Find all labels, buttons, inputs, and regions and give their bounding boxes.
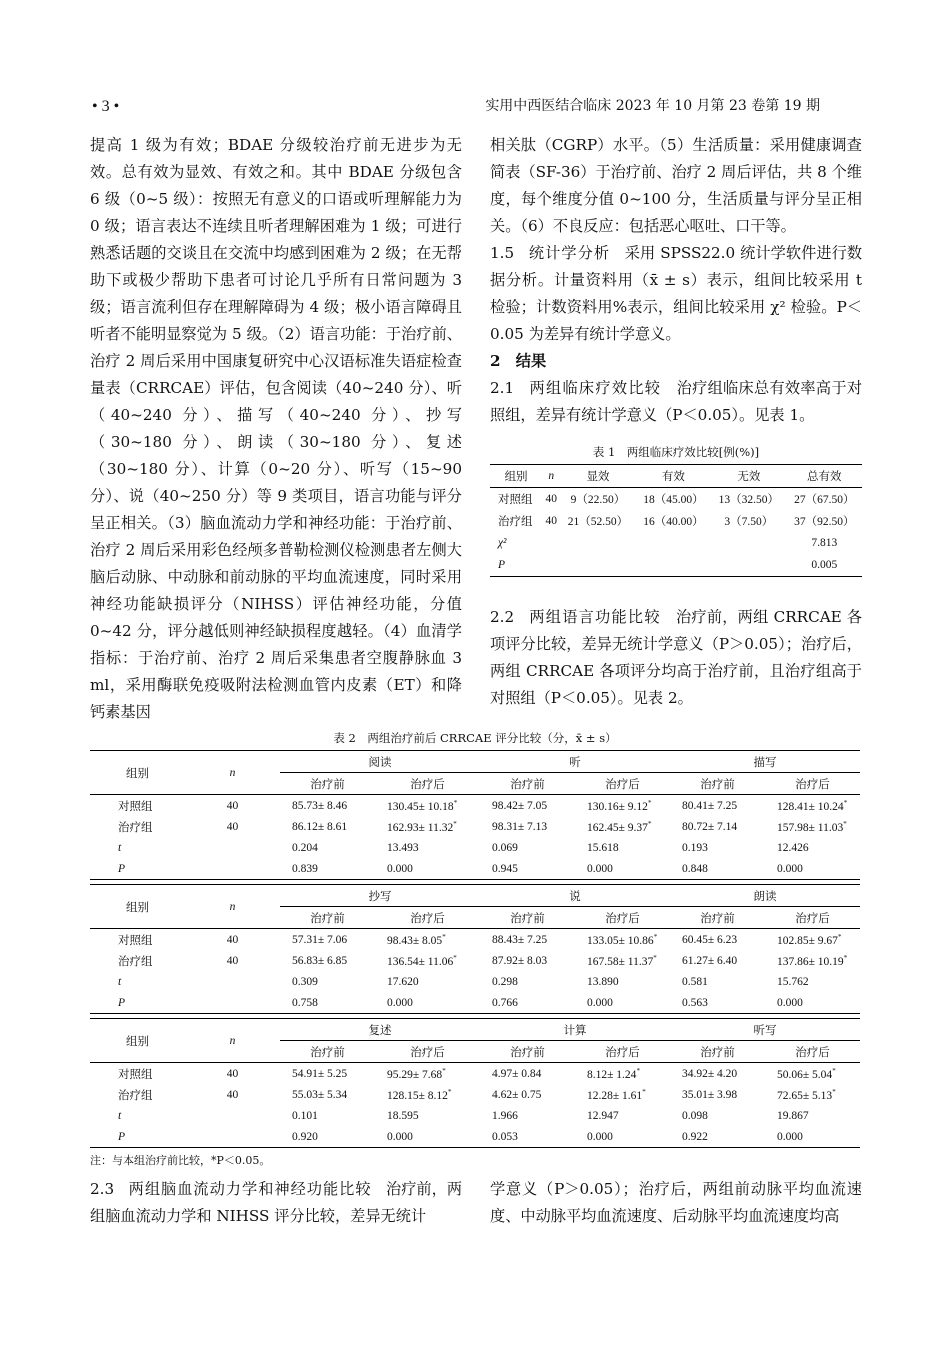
table-2-cell: 0.766 [492,996,518,1009]
table-1-header: 无效 [711,465,786,488]
table-1-cell: 13（32.50） [718,494,780,506]
table-2 [90,730,860,1168]
table-row [90,1105,860,1126]
table-2-cell: 40 [226,933,239,946]
table-2-cell: 对照组 [118,1068,153,1081]
time-header: 治疗后 [765,1041,860,1063]
table-2-cell: 17.620 [387,975,419,988]
table-1-cell [542,554,560,577]
table-2-cell: 0.000 [777,862,803,875]
table-2-cell: 12.426 [777,841,809,854]
table-2-cell: t [118,975,122,988]
item-header: 抄写 [280,885,480,907]
table-1-cell: 40 [545,493,557,505]
significance-mark: * [653,932,658,941]
table-2-cell [765,795,860,817]
table-1 [490,444,862,577]
page-number: • 3 • [92,98,120,115]
table-2-cell: 60.45± 6.23 [682,933,738,946]
table-2-cell: 12.947 [587,1109,619,1122]
time-header: 治疗前 [480,773,575,795]
table-2-cell: 98.42± 7.05 [492,799,548,812]
table-2-cell: 治疗组 [118,1089,153,1102]
table-2-cell: t [118,1109,122,1122]
table-2-cell [765,816,860,837]
table-2-cell: 98.31± 7.13 [492,820,548,833]
table-1-cell: 0.005 [811,559,838,571]
table-2-cell: 0.101 [292,1109,318,1122]
table-2-cell [575,816,670,837]
time-header: 治疗后 [375,1041,480,1063]
section-2-title: 2 结果 [490,352,547,370]
table-2-cell: 34.92± 4.20 [682,1067,738,1080]
table-2-cell: 40 [226,1088,239,1101]
cell-value: 162.93± 11.32 [387,821,454,834]
item-header: 复述 [280,1019,480,1041]
table-2-blocks [90,750,860,1148]
table-2-cell [185,1126,280,1148]
significance-mark: * [453,953,457,962]
cell-value: 98.43± 8.05 [387,934,443,947]
significance-mark: * [442,1066,446,1075]
cell-value: 95.29± 7.68 [387,1068,443,1081]
table-2-cell: 4.62± 0.75 [492,1088,542,1101]
table-1-header: 显效 [560,465,635,488]
section-2-2-title: 两组语言功能比较 [529,608,661,626]
table-1-grid [490,464,862,577]
table-1-cell: 18（45.00） [643,494,704,506]
table-row [90,795,860,817]
significance-mark: * [647,798,652,807]
table-1-cell [636,554,711,577]
cell-value: 128.41± 10.24 [777,800,844,813]
bottom-left-column [90,1176,462,1230]
table-1-header: n [542,465,560,488]
table-1-cell: 9（22.50） [570,494,626,506]
table-2-cell: 88.43± 7.25 [492,933,548,946]
right-column [490,132,862,429]
table-1-cell: χ² [498,537,507,549]
table-2-cell: P [118,1130,126,1143]
table-2-cell: 0.309 [292,975,318,988]
table-2-cell: 对照组 [118,800,153,813]
table-2-cell [765,950,860,971]
table-2-cell: 4.97± 0.84 [492,1067,542,1080]
table-2-cell: 15.762 [777,975,809,988]
table-2-cell: 0.298 [492,975,518,988]
significance-mark: * [837,932,842,941]
table-2-cell [185,992,280,1014]
table-2-cell: 0.000 [387,996,413,1009]
cell-value: 136.54± 11.06 [387,955,454,968]
table-2-note: 注：与本组治疗前比较，*P＜0.05。 [90,1154,271,1167]
table-2-cell: 13.493 [387,841,419,854]
table-1-cell [542,532,560,554]
table-2-cell: t [118,841,122,854]
table-2-cell: 0.000 [387,1130,413,1143]
n-header: n [185,885,280,929]
time-header: 治疗前 [480,907,575,929]
table-1-header: 总有效 [787,465,862,488]
table-1-cell: 对照组 [498,494,533,506]
time-header: 治疗后 [765,773,860,795]
cell-value: 157.98± 11.03 [777,821,844,834]
table-2-cell: 80.41± 7.25 [682,799,738,812]
table-2-cell: 87.92± 8.03 [492,954,548,967]
table-2-cell [185,858,280,880]
table-2-cell [375,795,480,817]
table-1-caption: 表 1 两组临床疗效比较[例(%)] [592,445,760,459]
significance-mark: * [843,819,847,828]
group-header: 组别 [90,1019,185,1063]
table-2-cell: 0.563 [682,996,708,1009]
time-header: 治疗前 [670,907,765,929]
table-row [490,554,862,577]
table-2-cell: 85.73± 8.46 [292,799,348,812]
table-1-header: 有效 [636,465,711,488]
table-1-header: 组别 [490,465,542,488]
time-header: 治疗前 [280,907,375,929]
item-header: 听写 [670,1019,860,1041]
table-2-cell: 61.27± 6.40 [682,954,738,967]
table-2-cell: 40 [226,954,239,967]
cell-value: 130.16± 9.12 [587,800,648,813]
section-1-5-title: 统计学分析 [528,244,611,262]
significance-mark: * [636,1066,640,1075]
table-2-cell [185,837,280,858]
table-2-cell: 0.000 [777,1130,803,1143]
cell-value: 137.86± 10.19 [777,955,844,968]
table-2-cell: 1.966 [492,1109,518,1122]
table-2-cell: 0.069 [492,841,518,854]
time-header: 治疗前 [670,773,765,795]
time-header: 治疗后 [575,907,670,929]
table-1-cell [636,532,711,554]
significance-mark: * [653,953,657,962]
significance-mark: * [642,1087,646,1096]
table-2-cell [575,795,670,817]
table-2-cell: 56.83± 6.85 [292,954,348,967]
table-2-block [90,750,860,880]
cell-value: 130.45± 10.18 [387,800,454,813]
table-row [90,971,860,992]
significance-mark: * [647,819,652,828]
table-2-cell: 0.000 [587,1130,613,1143]
significance-mark: * [447,1087,452,1096]
table-2-cell: 治疗组 [118,955,153,968]
methods-paragraph-cont: 相关肽（CGRP）水平。（5）生活质量：采用健康调查简表（SF-36）于治疗前、治疗 2 周后评估，共 8 个维度，每个维度分值 0~100 分，生活质量与评分呈正相关。（6）不良反应：包括恶心呕吐、口干等。 [490,136,862,235]
item-header: 阅读 [280,751,480,773]
table-2-cell: 0.053 [492,1130,518,1143]
time-header: 治疗后 [575,1041,670,1063]
table-2-cell: 0.204 [292,841,318,854]
table-2-cell: 13.890 [587,975,619,988]
cell-value: 133.05± 10.86 [587,934,654,947]
significance-mark: * [832,1087,836,1096]
table-1-cell [711,532,786,554]
section-2-3: 2.3 两组脑血流动力学和神经功能比较 治疗前，两组脑血流动力学和 NIHSS 评分比较，差异无统计 [90,1180,463,1225]
table-2-cell [765,1084,860,1105]
table-2-cell: 57.31± 7.06 [292,933,348,946]
table-row [90,837,860,858]
table-2-cell: 80.72± 7.14 [682,820,738,833]
table-2-cell: 35.01± 3.98 [682,1088,738,1101]
table-2-cell: 86.12± 8.61 [292,820,348,833]
cell-value: 72.65± 5.13 [777,1089,833,1102]
table-2-cell: P [118,862,126,875]
right-column-lower [490,604,862,712]
group-header: 组别 [90,885,185,929]
table-2-cell: 0.581 [682,975,708,988]
table-2-cell [375,929,480,951]
item-header: 朗读 [670,885,860,907]
time-header: 治疗前 [280,773,375,795]
table-2-cell: 54.91± 5.25 [292,1067,348,1080]
section-2-1-title: 两组临床疗效比较 [529,379,662,397]
table-2-cell: 0.839 [292,862,318,875]
table-2-cell: 18.595 [387,1109,419,1122]
table-2-cell: 40 [226,1067,239,1080]
significance-mark: * [843,953,848,962]
table-2-cell [575,1063,670,1085]
table-2-cell [375,1063,480,1085]
n-header: n [185,751,280,795]
journal-header: 实用中西医结合临床 2023 年 10 月第 23 卷第 19 期 [485,98,820,114]
table-2-cell: 0.193 [682,841,708,854]
table-2-cell [185,971,280,992]
table-row [90,929,860,951]
table-2-cell: 治疗组 [118,821,153,834]
item-header: 说 [480,885,670,907]
table-row [90,858,860,880]
table-row [90,816,860,837]
table-1-cell: 3（7.50） [724,516,774,528]
time-header: 治疗前 [480,1041,575,1063]
table-1-cell [560,554,635,577]
section-1-5: 1.5 统计学分析 采用 SPSS22.0 统计学软件进行数据分析。计量资料用（x̄ ± s）表示，组间比较采用 t 检验；计数资料用%表示，组间比较采用 χ² 检验。P＜0.05 为差异有统计学意义。 [490,244,863,343]
cell-value: 8.12± 1.24 [587,1068,637,1081]
table-2-cell: 0.000 [587,996,613,1009]
table-row [490,532,862,554]
table-2-cell: 0.000 [587,862,613,875]
cell-value: 102.85± 9.67 [777,934,838,947]
methods-paragraph: 提高 1 级为有效；BDAE 分级较治疗前无进步为无效。总有效为显效、有效之和。其中 BDAE 分级包含 6 级（0~5 级）：按照无有意义的口语或听理解能力为 0 级；语言表达不连续且听者理解困难为 1 级；可进行熟悉话题的交谈且在交流中均感到困难为 2 级；在无帮助下或极少帮助下患者可讨论几乎所有日常问题为 3 级；语言流利但存在理解障碍为 4 级；极小语言障碍且听者不能明显察觉为 5 级。（2）语言功能：于治疗前、治疗 2 周后采用中国康复研究中心汉语标准失语症检查量表（CRRCAE）评估，包含阅读（40~240 分）、听（40~240 分）、描写（40~240 分）、抄写（30~180 分）、朗读（30~180 分）、复述（30~180 分）、计算（0~20 分）、听写（15~90 分）、说（40~250 分）等 9 类项目，语言功能与评分呈正相关。（3）脑血流动力学和神经功能：于治疗前、治疗 2 周后采用彩色经颅多普勒检测仪检测患者左侧大脑后动脉、中动脉和前动脉的平均血流速度，同时采用神经功能缺损评分（NIHSS）评估神经功能，分值 0~42 分，评分越低则神经缺损程度越轻。（4）血清学指标：于治疗前、治疗 2 周后采集患者空腹静脉血 3 ml，采用酶联免疫吸附法检测血管内皮素（ET）和降钙素基因 [90,136,462,721]
table-2-cell: 19.867 [777,1109,809,1122]
cell-value: 12.28± 1.61 [587,1089,643,1102]
cell-value: 50.06± 5.04 [777,1068,833,1081]
item-header: 计算 [480,1019,670,1041]
left-column [90,132,462,726]
cell-value: 167.58± 11.37 [587,955,654,968]
time-header: 治疗后 [575,773,670,795]
table-1-cell: 37（92.50） [794,516,855,528]
item-header: 描写 [670,751,860,773]
table-1-cell: 27（67.50） [794,494,855,506]
table-1-cell: 7.813 [811,537,838,549]
table-1-cell: P [498,559,506,571]
time-header: 治疗前 [280,1041,375,1063]
table-row [90,1126,860,1148]
significance-mark: * [442,932,446,941]
table-2-cell: 40 [226,799,239,812]
table-2-cell: 15.618 [587,841,619,854]
significance-mark: * [832,1066,836,1075]
table-1-cell: 治疗组 [498,516,533,528]
time-header: 治疗后 [765,907,860,929]
table-2-cell: 0.098 [682,1109,708,1122]
table-2-cell: 0.000 [777,996,803,1009]
table-2-cell [375,816,480,837]
section-2-3-title: 两组脑血流动力学和神经功能比较 [128,1180,372,1198]
time-header: 治疗后 [375,773,480,795]
significance-mark: * [843,798,848,807]
item-header: 听 [480,751,670,773]
table-1-cell [711,554,786,577]
table-2-cell: 0.920 [292,1130,318,1143]
section-2-1: 2.1 两组临床疗效比较 治疗组临床总有效率高于对照组，差异有统计学意义（P＜0.05）。见表 1。 [490,379,863,424]
group-header: 组别 [90,751,185,795]
table-2-cell: P [118,996,126,1009]
table-2-cell [765,1063,860,1085]
table-2-cell [765,929,860,951]
cell-value: 128.15± 8.12 [387,1089,448,1102]
table-2-cell [375,1084,480,1105]
bottom-right-column [490,1176,862,1230]
cell-value: 162.45± 9.37 [587,821,648,834]
table-2-cell [375,950,480,971]
table-2-cell: 40 [226,820,239,833]
table-2-cell: 0.922 [682,1130,708,1143]
table-2-cell: 0.758 [292,996,318,1009]
table-row [90,992,860,1014]
table-row [490,488,862,511]
table-2-cell: 0.945 [492,862,518,875]
table-row [90,1063,860,1085]
table-2-cell [185,1105,280,1126]
table-2-cell: 55.03± 5.34 [292,1088,348,1101]
table-2-cell: 对照组 [118,934,153,947]
table-1-cell: 16（40.00） [643,516,704,528]
table-row [90,1084,860,1105]
significance-mark: * [453,798,458,807]
table-row [90,950,860,971]
table-2-block [90,1018,860,1148]
table-1-cell: 21（52.50） [567,516,629,528]
table-row [490,510,862,532]
time-header: 治疗前 [670,1041,765,1063]
table-2-cell [575,950,670,971]
section-2-3-cont: 学意义（P＞0.05）；治疗后，两组前动脉平均血流速度、中动脉平均血流速度、后动脉平均血流速度均高 [490,1180,862,1225]
table-2-caption: 表 2 两组治疗前后 CRRCAE 评分比较（分，x̄ ± s） [333,731,617,745]
table-2-cell [575,929,670,951]
table-1-cell: 40 [545,515,557,527]
time-header: 治疗后 [375,907,480,929]
table-2-cell: 0.848 [682,862,708,875]
n-header: n [185,1019,280,1063]
table-1-cell [560,532,635,554]
significance-mark: * [453,819,457,828]
table-2-cell: 0.000 [387,862,413,875]
table-2-block [90,884,860,1014]
section-2-2: 2.2 两组语言功能比较 治疗前，两组 CRRCAE 各项评分比较，差异无统计学意义（P＞0.05）；治疗后，两组 CRRCAE 各项评分均高于治疗前，且治疗组高于对照组（P＜0.05）。见表 2。 [490,608,863,707]
table-2-cell [575,1084,670,1105]
